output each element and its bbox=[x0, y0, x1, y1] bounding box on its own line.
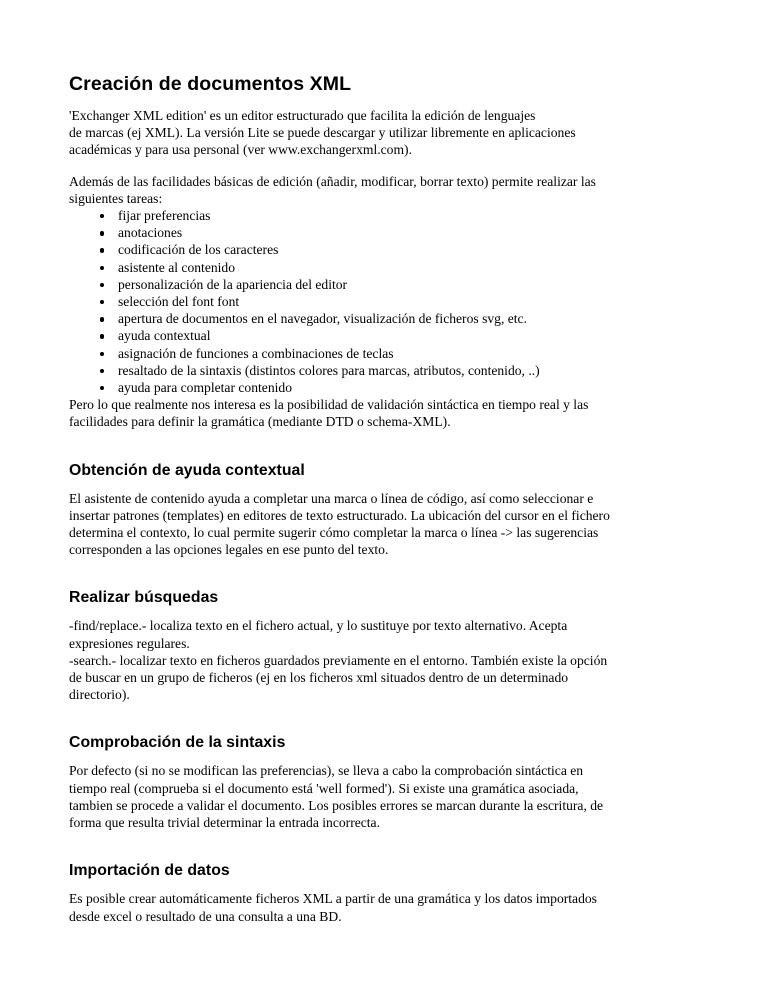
list-item-label: codificación de los caracteres bbox=[118, 242, 279, 258]
text-line: 'Exchanger XML edition' es un editor estructurado que facilita la edición de lenguajes bbox=[69, 108, 536, 123]
text-line: facilidades para definir la gramática (mediante DTD o schema-XML). bbox=[69, 414, 451, 430]
text-line: corresponden a las opciones legales en ese punto del texto. bbox=[69, 542, 389, 558]
section-paragraph bbox=[69, 490, 682, 559]
list-item-label: asignación de funciones a combinaciones de teclas bbox=[118, 345, 394, 361]
list-item-label: personalización de la apariencia del editor bbox=[118, 276, 348, 292]
bullet-icon bbox=[100, 231, 104, 235]
section-heading: Comprobación de la sintaxis bbox=[69, 734, 286, 752]
text-line: forma que resulta trivial determinar la entrada incorrecta. bbox=[69, 815, 380, 831]
list-item-label: resaltado de la sintaxis (distintos colores para marcas, atributos, contenido, ..) bbox=[118, 362, 540, 378]
list-item bbox=[69, 241, 682, 258]
bullet-icon bbox=[100, 317, 104, 321]
bullet-icon bbox=[100, 369, 104, 373]
list-item-label: anotaciones bbox=[118, 225, 183, 241]
section-heading: Importación de datos bbox=[69, 862, 230, 880]
list-item-label: ayuda contextual bbox=[118, 328, 211, 344]
text-line: siguientes tareas: bbox=[69, 190, 163, 206]
list-item bbox=[69, 259, 682, 276]
bullet-icon bbox=[100, 266, 104, 270]
text-line: insertar patrones (templates) en editores de texto estructurado. La ubicación del cursor en el fichero bbox=[69, 507, 610, 523]
intro-paragraph bbox=[69, 107, 682, 159]
text-line: Es posible crear automáticamente ficheros XML a partir de una gramática y los datos importados bbox=[69, 891, 597, 907]
list-item-label: fijar preferencias bbox=[118, 208, 211, 224]
text-line: Además de las facilidades básicas de edición (añadir, modificar, borrar texto) permite realizar las bbox=[69, 173, 596, 189]
page-title: Creación de documentos XML bbox=[69, 73, 352, 95]
section-heading: Realizar búsquedas bbox=[69, 589, 219, 607]
bullet-icon bbox=[100, 352, 104, 356]
text-line: Por defecto (si no se modifican las preferencias), se lleva a cabo la comprobación sintáctica en bbox=[69, 763, 584, 779]
tasks-intro-paragraph bbox=[69, 173, 682, 207]
bullet-icon bbox=[100, 300, 104, 304]
list-item bbox=[69, 345, 682, 362]
list-item bbox=[69, 327, 682, 344]
list-item-label: apertura de documentos en el navegador, visualización de ficheros svg, etc. bbox=[118, 311, 527, 327]
text-line: Pero lo que realmente nos interesa es la posibilidad de validación sintáctica en tiempo real y las bbox=[69, 397, 589, 413]
text-line: tambien se procede a validar el documento. Los posibles errores se marcan durante la escritura, de bbox=[69, 797, 604, 813]
document-sections bbox=[69, 461, 682, 925]
bullet-icon bbox=[100, 386, 104, 390]
bullet-icon bbox=[100, 214, 104, 218]
list-item-label: ayuda para completar contenido bbox=[118, 380, 292, 396]
list-item bbox=[69, 276, 682, 293]
text-line: expresiones regulares. bbox=[69, 635, 190, 651]
list-item bbox=[69, 310, 682, 327]
section-paragraph bbox=[69, 617, 682, 703]
list-item bbox=[69, 207, 682, 224]
text-line: de marcas (ej XML). La versión Lite se puede descargar y utilizar libremente en aplicaciones bbox=[69, 125, 576, 141]
text-line: directorio). bbox=[69, 687, 130, 703]
list-item bbox=[69, 362, 682, 379]
section-paragraph bbox=[69, 762, 682, 831]
tasks-outro-paragraph bbox=[69, 396, 682, 430]
text-line: -search.- localizar texto en ficheros guardados previamente en el entorno. También existe la opción bbox=[69, 652, 608, 668]
task-list bbox=[69, 207, 682, 396]
section-heading: Obtención de ayuda contextual bbox=[69, 461, 305, 479]
list-item bbox=[69, 224, 682, 241]
list-item bbox=[69, 379, 682, 396]
bullet-icon bbox=[100, 248, 104, 252]
text-line: desde excel o resultado de una consulta a una BD. bbox=[69, 908, 342, 924]
list-item-label: asistente al contenido bbox=[118, 259, 236, 275]
text-line: determina el contexto, lo cual permite sugerir cómo completar la marca o línea -> las sugerencias bbox=[69, 525, 599, 541]
list-item bbox=[69, 293, 682, 310]
section-paragraph bbox=[69, 890, 682, 924]
text-line: de buscar en un grupo de ficheros (ej en los ficheros xml situados dentro de un determinado bbox=[69, 670, 569, 686]
list-item-label: selección del font font bbox=[118, 294, 240, 310]
bullet-icon bbox=[100, 334, 104, 338]
text-line: -find/replace.- localiza texto en el fichero actual, y lo sustituye por texto alternativo. Acepta bbox=[69, 618, 568, 634]
text-line: académicas y para usa personal (ver www.exchangerxml.com). bbox=[69, 142, 412, 158]
bullet-icon bbox=[100, 283, 104, 287]
text-line: tiempo real (comprueba si el documento está 'well formed'). Si existe una gramática asociada, bbox=[69, 780, 579, 796]
text-line: El asistente de contenido ayuda a completar una marca o línea de código, así como seleccionar e bbox=[69, 490, 594, 506]
